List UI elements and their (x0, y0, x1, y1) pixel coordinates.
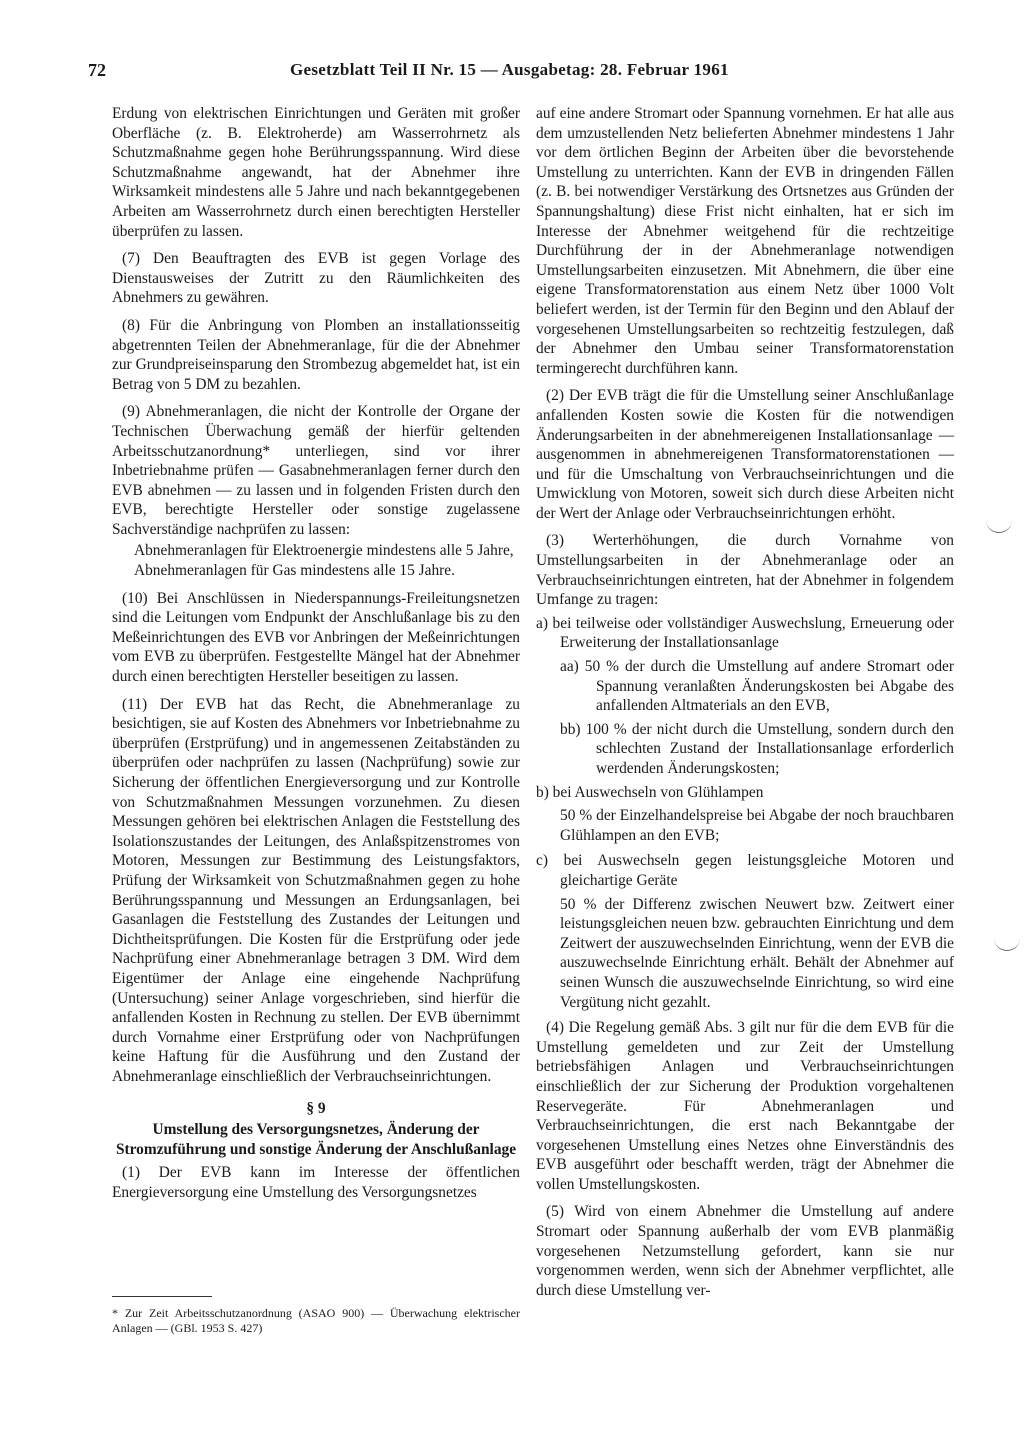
list-item-b-text: 50 % der Einzelhandelspreise bei Abgabe der noch brauchbaren Glühlampen an den EVB; (560, 807, 954, 844)
footnote: * Zur Zeit Arbeitsschutzanordnung (ASAO 900) — Überwachung elektrischer Anlagen — (GBl. 1953 S. 427) (112, 1306, 520, 1335)
footnote-rule (112, 1296, 212, 1297)
margin-mark (994, 938, 1020, 951)
list-item: Abnehmeranlagen für Elektroenergie mindestens alle 5 Jahre, (134, 542, 514, 560)
right-column (536, 104, 954, 1308)
section-number: § 9 (306, 1099, 326, 1117)
paragraph-5: (5) Wird von einem Abnehmer die Umstellung auf andere Stromart oder Spannung außerhalb der vom EVB planmäßig vorgesehenen Netzumstellung gefordert, kann sie nur vorgenommen werden, wenn sich der Abnehmer verpflichtet, alle durch diese Umstellung ver- (536, 1203, 954, 1299)
list-item-b: b) bei Auswechseln von Glühlampen (536, 783, 764, 801)
paragraph-3: (3) Werterhöhungen, die durch Vornahme von Umstellungsarbeiten in der Abnehmeranlage oder an Verbrauchseinrichtungen eintreten, hat der Abnehmer in folgendem Umfange zu tragen: (536, 532, 954, 609)
paragraph-8: (8) Für die Anbringung von Plomben an installationsseitig abgetrennten Teilen der Abnehmeranlage, für die der Abnehmer zur Grundpreiseinsparung den Strombezug abgemeldet hat, ist ein Betrag von 5 DM zu bezahlen. (112, 316, 520, 393)
left-column (112, 104, 520, 1210)
paragraph-4: (4) Die Regelung gemäß Abs. 3 gilt nur für die dem EVB für die Umstellung gemeldeten und zur Zeit der Umstellung betriebsfähigen Anlagen und Verbrauchseinrichtungen einschließlich der zur Sicherung der Produktion vorgehaltenen Reservegeräte. Für Abnehmeranlagen und Verbrauchseinrichtungen, die erst nach Bekanntgabe der vorgesehenen Umstellung eines Netzes ohne Einverständnis des EVB ausgeführt oder beschafft werden, trägt der Abnehmer die vollen Umstellungskosten. (536, 1019, 954, 1193)
page-number: 72 (88, 60, 106, 80)
list-item-aa: aa) 50 % der durch die Umstellung auf andere Stromart oder Spannung veranlaßten Änderungskosten bei Abgabe des anfallenden Altmaterials an den EVB, (560, 658, 954, 715)
list-item-c: c) bei Auswechseln gegen leistungsgleiche Motoren und gleichartige Geräte (536, 852, 954, 889)
margin-mark (986, 520, 1012, 533)
paragraph-9-list (134, 541, 520, 580)
list-item-bb: bb) 100 % der nicht durch die Umstellung, sondern durch den schlechten Zustand der Installationsanlage erforderlich werdenden Änderungskosten; (560, 720, 954, 777)
section-heading: Umstellung des Versorgungsnetzes, Änderung der Stromzuführung und sonstige Änderung der Anschlußanlage (115, 1121, 517, 1158)
paragraph-11: (11) Der EVB hat das Recht, die Abnehmeranlage zu besichtigen, sie auf Kosten des Abnehmers vor Inbetriebnahme zu überprüfen (Erstprüfung) und in angemessenen Zeitabständen zu überprüfen oder nachprüfen zu lassen (Nachprüfung) sowie zur Sicherung der öffentlichen Energieversorgung und zur Kontrolle von Schutzmaßnahmen Messungen vorzunehmen. Zu diesen Messungen gehören bei elektrischen Anlagen die Feststellung des Isolationszustandes der Leitungen, des Anlaßspitzenstromes von Motoren, Messungen zur Bestimmung des Leistungsfaktors, Prüfung der Wirksamkeit von Schutzmaßnahmen gegen zu hohe Berührungsspannung und Messungen an Erdungsanlagen, bei Gasanlagen die Feststellung des Zustandes der Leitungen und Dichtheitsprüfungen. Die Kosten für die Erstprüfung oder jede Nachprüfung einer Abnehmeranlage betragen 3 DM. Wird dem Eigentümer der Anlage eine eingehende Nachprüfung (Untersuchung) seiner Anlage vorgeschrieben, sind hierfür die anfallenden Kosten in Rechnung zu stellen. Der EVB übernimmt durch Vornahme einer Erstprüfung oder von Nachprüfungen keine Haftung für die Ausführung und den Zustand der Abnehmeranlage einschließlich der Verbrauchseinrichtungen. (112, 695, 520, 1085)
paragraph-2: (2) Der EVB trägt die für die Umstellung seiner Anschlußanlage anfallenden Kosten sowie die Kosten für die notwendigen Änderungsarbeiten in der abnehmereigenen Installationsanlage — ausgenommen in abnehmereigenen Transformatorenstationen — und für die Umschaltung von Verbrauchseinrichtungen und die Umwicklung von Motoren, soweit sich durch diese Arbeiten nicht der Wert der Anlage oder Verbrauchseinrichtungen erhöht. (536, 387, 954, 522)
page-header-title: Gesetzblatt Teil II Nr. 15 — Ausgabetag: 28. Februar 1961 (290, 60, 729, 79)
section-9-paragraph-1: (1) Der EVB kann im Interesse der öffentlichen Energieversorgung eine Umstellung des Versorgungsnetzes (112, 1164, 520, 1201)
paragraph-9: (9) Abnehmeranlagen, die nicht der Kontrolle der Organe der Technischen Überwachung gemäß der hierfür geltenden Arbeitsschutzanordnung* unterliegen, sind vor ihrer Inbetriebnahme prüfen — Gasabnehmeranlagen ferner durch den EVB abnehmen — zu lassen und in folgenden Fristen durch den EVB, berechtigte Hersteller oder sonstige zugelassene Sachverständige nachprüfen zu lassen: (112, 403, 520, 538)
list-item-c-text: 50 % der Differenz zwischen Neuwert bzw. Zeitwert einer leistungsgleichen neuen bzw. gebrauchten Einrichtung und dem Zeitwert der auszuwechselnden Einrichtung, wenn der EVB die auszuwechselnde Einrichtung erhält. Behält der Abnehmer auf seinen Wunsch die auszuwechselnde Einrichtung, so wird eine Vergütung nicht gezahlt. (560, 895, 954, 1011)
list-item-a: a) bei teilweise oder vollständiger Auswechslung, Erneuerung oder Erweiterung der Installationsanlage (536, 614, 954, 652)
paragraph-10: (10) Bei Anschlüssen in Niederspannungs-Freileitungsnetzen sind die Leitungen vom Endpunkt der Anschlußanlage bis zu den Meßeinrichtungen des EVB vor Anbringen der Meßeinrichtungen vom EVB zu überprüfen. Festgestellte Mängel hat der Abnehmer durch einen berechtigten Hersteller beseitigen zu lassen. (112, 589, 520, 686)
paragraph-1-continued: auf eine andere Stromart oder Spannung vornehmen. Er hat alle aus dem umzustellenden Netz belieferten Abnehmer mindestens 1 Jahr vor dem örtlichen Beginn der Arbeiten über die bevorstehende Umstellung zu unterrichten. Kann der EVB in dringenden Fällen (z. B. bei notwendiger Verstärkung des Ortsnetzes aus Gründen der Spannungshaltung) diese Frist nicht einhalten, hat er sich im Interesse der Abnehmer weitgehend für die rechtzeitige Durchführung der in der Abnehmeranlage notwendigen Umstellungsarbeiten einzusetzen. Mit Abnehmern, die über eine eigene Transformatorenstation aus einem Netz über 1000 Volt beliefert werden, ist der Termin für den Beginn und den Ablauf der vorgesehenen Umstellungsarbeiten so rechtzeitig festzulegen, daß der Abnehmer den Umbau seiner Transformatorenstation termingerecht durchführen kann. (536, 105, 954, 377)
list-item: Abnehmeranlagen für Gas mindestens alle 15 Jahre. (134, 562, 455, 580)
paragraph-continued: Erdung von elektrischen Einrichtungen und Geräten mit großer Oberfläche (z. B. Elektroherde) am Wasserrohrnetz als Schutzmaßnahme gegen hohe Berührungsspannung. Wird diese Schutzmaßnahme angewandt, hat der Abnehmer ihre Wirksamkeit mindestens alle 5 Jahre und nach bekanntgegebenen Arbeiten am Wasserrohrnetz durch einen berechtigten Hersteller überprüfen zu lassen. (112, 105, 520, 240)
paragraph-7: (7) Den Beauftragten des EVB ist gegen Vorlage des Dienstausweises der Zutritt zu den Räumlichkeiten des Abnehmers zu gewähren. (112, 250, 520, 307)
